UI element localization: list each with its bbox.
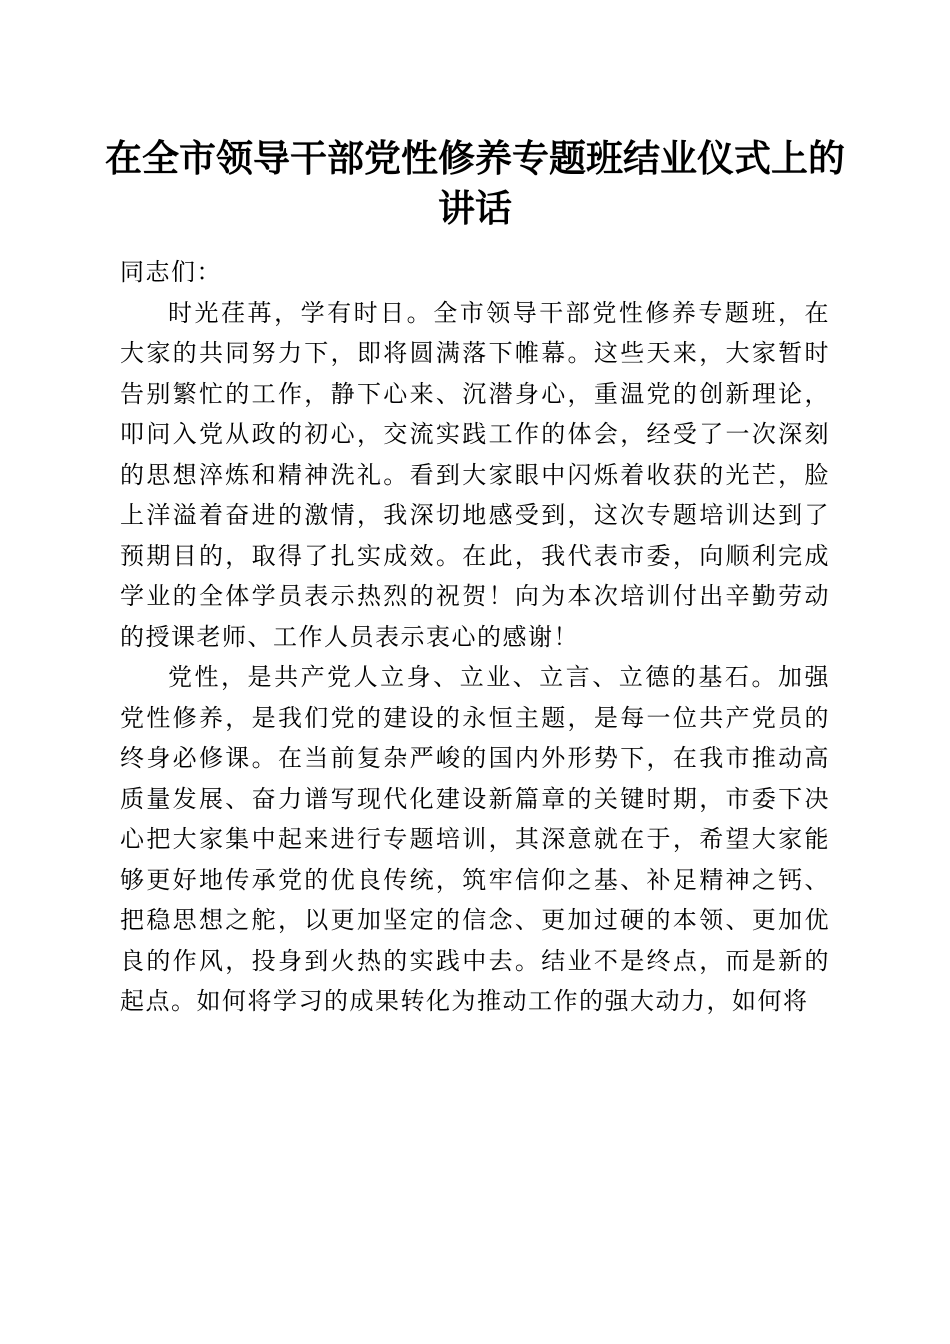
document-body — [120, 252, 830, 1022]
document-title: 在全市领导干部党性修养专题班结业仪式上的讲话 — [105, 136, 845, 230]
salutation: 同志们： — [120, 258, 222, 286]
paragraph: 时光荏苒，学有时日。全市领导干部党性修养专题班，在大家的共同努力下，即将圆满落下帷幕。这些天来，大家暂时告别繁忙的工作，静下心来、沉潜身心，重温党的创新理论，叩问入党从政的初心，交流实践工作的体会，经受了一次深刻的思想淬炼和精神洗礼。看到大家眼中闪烁着收获的光芒，脸上洋溢着奋进的激情，我深切地感受到，这次专题培训达到了预期目的，取得了扎实成效。在此，我代表市委，向顺利完成学业的全体学员表示热烈的祝贺！向为本次培训付出辛勤劳动的授课老师、工作人员表示衷心的感谢！ — [120, 298, 830, 651]
paragraph: 党性，是共产党人立身、立业、立言、立德的基石。加强党性修养，是我们党的建设的永恒主题，是每一位共产党员的终身必修课。在当前复杂严峻的国内外形势下，在我市推动高质量发展、奋力谱写现代化建设新篇章的关键时期，市委下决心把大家集中起来进行专题培训，其深意就在于，希望大家能够更好地传承党的优良传统，筑牢信仰之基、补足精神之钙、把稳思想之舵，以更加坚定的信念、更加过硬的本领、更加优良的作风，投身到火热的实践中去。结业不是终点，而是新的起点。如何将学习的成果转化为推动工作的强大动力，如何将 — [120, 663, 830, 1015]
